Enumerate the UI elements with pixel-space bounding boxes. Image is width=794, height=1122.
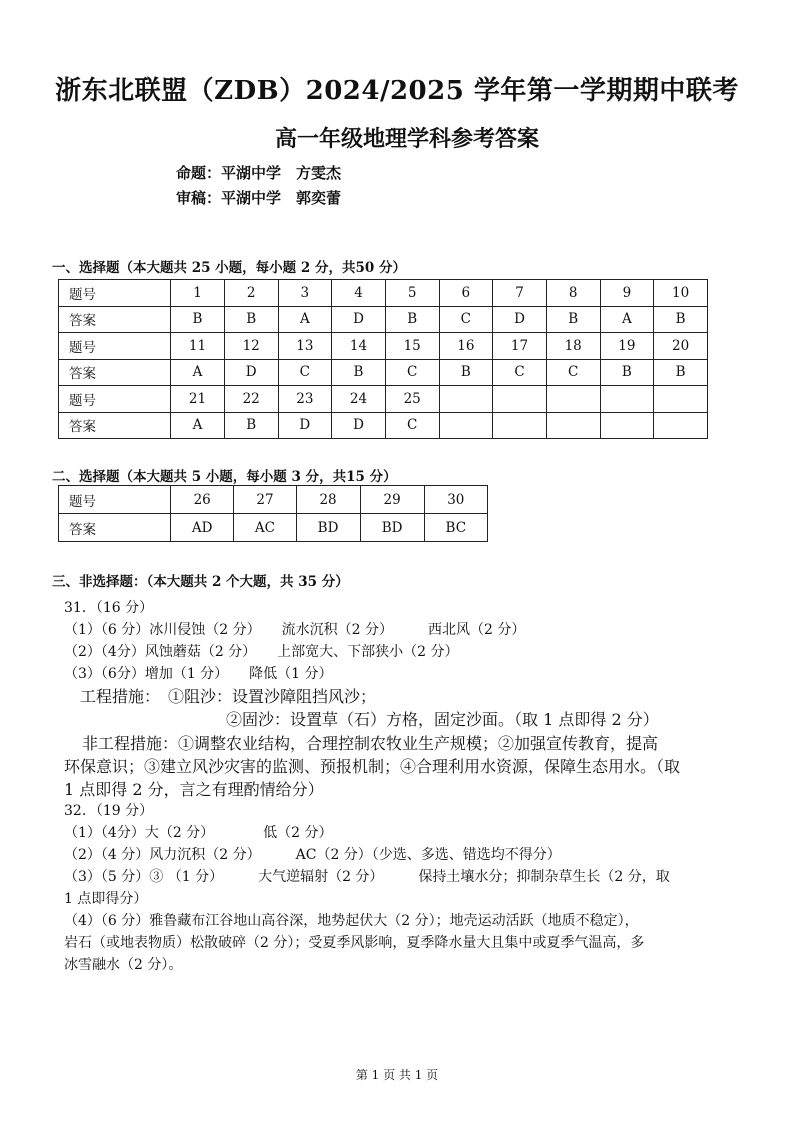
section1-table-row (59, 386, 708, 413)
section1-table-cell: 17 (493, 333, 547, 360)
section1-table-cell: D (493, 306, 547, 333)
section3-title: 三、非选择题：（本大题共 2 个大题，共 35 分） (52, 574, 349, 590)
q31-part1: （1）（6 分）冰川侵蚀（2 分） 流水沉积（2 分） 西北风（2 分） (64, 622, 526, 638)
author-line: 命题：平湖中学 方雯杰 (176, 164, 342, 182)
section1-table-cell: 16 (439, 333, 493, 360)
section1-table-cell: B (332, 359, 386, 386)
section1-table-cell: C (278, 359, 332, 386)
section1-table-cell: C (385, 359, 439, 386)
section1-table-cell: C (439, 306, 493, 333)
section1-table-row (59, 333, 708, 360)
q31-heading: 31．（16 分） (64, 600, 154, 616)
section1-table-cell: D (332, 306, 386, 333)
section1-table-cell: 13 (278, 333, 332, 360)
section1-table-cell: 18 (546, 333, 600, 360)
section1-table-cell: 22 (224, 386, 278, 413)
section1-table-cell: C (546, 359, 600, 386)
section1-table-cell: B (171, 306, 225, 333)
q32-part4-line1: （4）（6 分）雅鲁藏布江谷地山高谷深，地势起伏大（2 分）；地壳运动活跃（地质不稳定）， (64, 913, 639, 929)
q31-part2: （2）（4分）风蚀蘑菇（2 分） 上部宽大、下部狭小（2 分） (64, 644, 459, 660)
section2-table-cell: 27 (234, 486, 296, 514)
section1-table-row (59, 359, 708, 386)
section1-table-cell (493, 412, 547, 439)
section2-table-cell: BD (296, 514, 360, 542)
q32-part4-line2: 岩石（或地表物质）松散破碎（2 分）；受夏季风影响，夏季降水量大且集中或夏季气温高，多 (64, 935, 645, 951)
section1-table-cell: D (224, 359, 278, 386)
section2-table-cell: AD (170, 514, 234, 542)
q31-engineering-measures-2: ②固沙：设置草（石）方格，固定沙面。（取 1 点即得 2 分） (226, 710, 659, 729)
section1-table-cell: C (385, 412, 439, 439)
section1-table-row-label: 答案 (59, 306, 171, 333)
section2-table-row (59, 514, 488, 542)
section2-table-row-label: 答案 (59, 514, 171, 542)
section1-table-cell: A (171, 359, 225, 386)
section1-table-cell: 20 (654, 333, 708, 360)
section2-table-cell: BC (424, 514, 487, 542)
section1-table-cell: B (224, 306, 278, 333)
section2-table-row (59, 486, 488, 514)
section1-table-cell: 21 (171, 386, 225, 413)
q32-part4-line3: 冰雪融水（2 分）。 (64, 957, 183, 973)
section1-table-cell: B (546, 306, 600, 333)
section1-table-row (59, 306, 708, 333)
section1-table-cell: 25 (385, 386, 439, 413)
section1-table-cell (439, 386, 493, 413)
section1-title: 一、选择题（本大题共 25 小题，每小题 2 分，共50 分） (52, 260, 406, 276)
q31-engineering-measures: 工程措施： ①阻沙：设置沙障阻挡风沙； (80, 687, 377, 706)
section1-table-cell: 9 (600, 280, 654, 307)
section1-table-cell: 5 (385, 280, 439, 307)
section1-table-cell: 4 (332, 280, 386, 307)
section1-table-cell (546, 386, 600, 413)
section1-table-cell (546, 412, 600, 439)
section1-table-cell: 19 (600, 333, 654, 360)
section1-table-cell: B (654, 359, 708, 386)
section1-table-cell (493, 386, 547, 413)
section1-table-cell: 7 (493, 280, 547, 307)
q32-heading: 32．（19 分） (64, 803, 154, 819)
section1-table-row-label: 答案 (59, 412, 171, 439)
section1-answer-table (58, 279, 708, 439)
section1-table-cell: B (385, 306, 439, 333)
q32-part1: （1）（4分）大（2 分） 低（2 分） (64, 825, 333, 841)
section1-table-row-label: 答案 (59, 359, 171, 386)
section2-table-cell: AC (234, 514, 296, 542)
section1-table-cell: 1 (171, 280, 225, 307)
section1-table-cell: 23 (278, 386, 332, 413)
q32-part2: （2）（4 分）风力沉积（2 分） AC（2 分）（少选、多选、错选均不得分） (64, 847, 561, 863)
section1-table-row-label: 题号 (59, 386, 171, 413)
section1-table-cell (600, 386, 654, 413)
section1-table-cell: A (171, 412, 225, 439)
section1-table-cell: 12 (224, 333, 278, 360)
section1-table-cell: A (278, 306, 332, 333)
section1-table-cell: B (439, 359, 493, 386)
section1-table-cell (654, 412, 708, 439)
q32-part3-cont: 1 点即得分） (64, 891, 148, 907)
page-footer: 第 1 页 共 1 页 (355, 1068, 439, 1082)
q31-part3: （3）（6分）增加（1 分） 降低（1 分） (64, 666, 333, 682)
section1-table-cell: A (600, 306, 654, 333)
reviewer-line: 审稿：平湖中学 郭奕蕾 (176, 189, 342, 207)
section2-answer-table (58, 485, 488, 542)
section1-table-cell: D (278, 412, 332, 439)
section1-table-cell: 24 (332, 386, 386, 413)
q31-nonengineering-line1: 非工程措施：①调整农业结构，合理控制农牧业生产规模；②加强宣传教育，提高 (82, 734, 659, 753)
section1-table-row (59, 412, 708, 439)
section2-table-cell: 29 (360, 486, 424, 514)
exam-title: 浙东北联盟（ZDB）2024/2025 学年第一学期期中联考 (55, 76, 739, 106)
section2-table-cell: 30 (424, 486, 487, 514)
section1-table-cell: B (654, 306, 708, 333)
section1-table-cell: 8 (546, 280, 600, 307)
section1-table-cell: 2 (224, 280, 278, 307)
section1-table-cell: 10 (654, 280, 708, 307)
q31-nonengineering-line2: 环保意识；③建立风沙灾害的监测、预报机制；④合理利用水资源，保障生态用水。（取 (64, 757, 681, 776)
section2-table-row-label: 题号 (59, 486, 171, 514)
section1-table-cell: C (493, 359, 547, 386)
section1-table-cell (439, 412, 493, 439)
section1-table-cell: 3 (278, 280, 332, 307)
section2-title: 二、选择题（本大题共 5 小题，每小题 3 分，共15 分） (52, 469, 397, 485)
section1-table-row-label: 题号 (59, 280, 171, 307)
section1-table-cell: 11 (171, 333, 225, 360)
exam-subtitle: 高一年级地理学科参考答案 (274, 126, 539, 152)
section2-table-cell: 26 (170, 486, 234, 514)
section1-table-cell: B (224, 412, 278, 439)
section1-table-cell: B (600, 359, 654, 386)
section2-table-cell: BD (360, 514, 424, 542)
section1-table-row (59, 280, 708, 307)
section2-table-cell: 28 (296, 486, 360, 514)
q32-part3: （3）（5 分）③ （1 分） 大气逆辐射（2 分） 保持土壤水分；抑制杂草生长（2 分，取 (64, 869, 670, 885)
section1-table-cell (654, 386, 708, 413)
section1-table-cell: D (332, 412, 386, 439)
section1-table-cell: 15 (385, 333, 439, 360)
section1-table-row-label: 题号 (59, 333, 171, 360)
q31-nonengineering-line3: 1 点即得 2 分，言之有理酌情给分） (64, 780, 324, 799)
section1-table-cell: 14 (332, 333, 386, 360)
section1-table-cell (600, 412, 654, 439)
section1-table-cell: 6 (439, 280, 493, 307)
